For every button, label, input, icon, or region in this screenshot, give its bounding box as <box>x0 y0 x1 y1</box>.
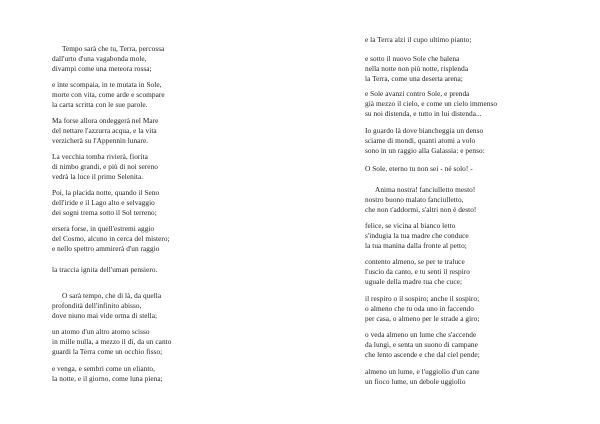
stanza <box>365 257 470 287</box>
verse-line: il respiro o il sospiro; anche il sospiro; <box>365 294 480 303</box>
verse-line: un atomo d'un altro atomo scisso <box>52 327 150 336</box>
verse-line: almeno un lume, e l'uggiolìo d'un cane <box>365 367 480 376</box>
verse-line: morte con vita, come arde e scompare <box>52 89 165 99</box>
verse-line: profondità dell'infinito abisso, <box>52 300 142 310</box>
verse-line: e la Terra alzi il cupo ultimo pianto; <box>365 35 472 44</box>
verse-line: ersera forse, in quell'estremi aggio <box>52 224 155 233</box>
stanza <box>365 89 497 119</box>
stanza <box>365 35 471 45</box>
verse-line: O Sole, eterno tu non sei - né solo! - <box>365 164 473 173</box>
verse-line: dell'iride e il Lago alto e selvaggio <box>52 197 155 207</box>
verse-line: sciame di mondi, quanti atomi a volo <box>365 135 476 145</box>
verse-line: in mille nulla, a mezzo il dì, da un canto <box>52 336 172 346</box>
verse-line: e sotto il nuovo Sole che balena <box>365 54 460 63</box>
verse-line: e inte scompaia, in te mutata in Sole, <box>52 80 162 89</box>
verse-line: di nimbo grandi, e più di noi sereno <box>52 161 158 171</box>
stanza <box>52 265 157 275</box>
stanza <box>52 327 171 357</box>
verse-line: un fioco lume, un debole uggiolìo <box>365 376 466 386</box>
verse-line: la tua manina dalla fronte al petto; <box>365 240 467 250</box>
stanza <box>365 330 480 360</box>
verse-line: l'uscio da canto, e tu senti il respiro <box>365 266 470 276</box>
verse-line: Io guardo là dove biancheggia un denso <box>365 126 484 135</box>
stanza <box>365 164 473 174</box>
verse-line: dove niuno mai vide orma di stella; <box>52 310 158 320</box>
verse-line: e venga, e sembri come un elianto, <box>52 364 156 373</box>
stanza <box>365 367 480 387</box>
stanza <box>365 126 485 156</box>
verse-line: su noi distenda, e tutto in lui distenda... <box>365 108 482 118</box>
stanza <box>52 116 158 146</box>
verse-line: contento almeno, se per te traluce <box>365 257 465 266</box>
verse-line: Ma forse allora ondeggerà nel Mare <box>52 116 159 125</box>
verse-line: divampi come una meteora rossa; <box>52 63 152 73</box>
stanza <box>52 188 159 218</box>
stanza <box>365 185 476 215</box>
verse-line: per casa, o almeno per le strade a giro; <box>365 313 480 323</box>
verse-line: Poi, la placida notte, quando il Seno <box>52 188 160 197</box>
stanza <box>365 221 469 251</box>
verse-line: sono in un raggio alla Galassia: e penso: <box>365 145 485 155</box>
verse-line: o almeno che tu oda uno in faccendo <box>365 303 474 313</box>
stanza <box>365 294 479 324</box>
verse-line: del Cosmo, alcuno in cerca del mistero; <box>52 233 170 243</box>
verse-line: che lento ascende e che dal ciel pende; <box>365 349 480 359</box>
verse-line: dall'urto d'una vagabonda mole, <box>52 53 147 63</box>
verse-line: e nello spettro ammirerà d'un raggio <box>52 243 160 253</box>
verse-line: guardi la Terra come un occhio fisso; <box>52 346 163 356</box>
verse-line: Anima nostra! fanciulletto mesto! <box>375 185 476 194</box>
verse-line: vedrà la luce il primo Selenita. <box>52 171 144 181</box>
stanza <box>52 224 170 254</box>
stanza <box>365 54 468 84</box>
stanza <box>52 80 165 110</box>
stanza <box>52 364 163 384</box>
verse-line: la carta scritta con le sue parole. <box>52 99 148 109</box>
verse-line: Tempo sarà che tu, Terra, percossa <box>62 44 165 53</box>
verse-line: già mezzo il cielo, e come un cielo immenso <box>365 98 498 108</box>
verse-line: uguale della madre tua che cuce; <box>365 276 463 286</box>
verse-line: La vecchia tomba rivierà, fiorita <box>52 152 148 161</box>
verse-line: da lungi, e senta un suono di campane <box>365 339 478 349</box>
stanza <box>52 152 158 182</box>
verse-line: la Terra, come una deserta arena; <box>365 73 463 83</box>
verse-line: e Sole avanzi contro Sole, e prenda <box>365 89 470 98</box>
verse-line: o veda almeno un lume che s'accende <box>365 330 477 339</box>
verse-line: nella notte non più notte, risplenda <box>365 63 469 73</box>
verse-line: O sarà tempo, che di là, da quella <box>62 291 162 300</box>
verse-line: che non t'addormi, s'altri non è desto! <box>365 204 477 214</box>
verse-line: la notte, e il giorno, come luna piena; <box>52 373 163 383</box>
verse-line: dei sogni trema sotto il Sol terreno; <box>52 207 157 217</box>
verse-line: s'indugia la tua madre che conduce <box>365 230 469 240</box>
verse-line: la traccia ignita dell'uman pensiero. <box>52 265 158 274</box>
verse-line: del nettare l'azzurra acqua, e la vita <box>52 125 157 135</box>
verse-line: felice, se vicina al bianco letto <box>365 221 456 230</box>
verse-line: nostro buono malato fanciulletto, <box>365 194 464 204</box>
stanza <box>52 291 161 321</box>
stanza <box>52 44 164 74</box>
verse-line: verzicherà su l'Appennin lunare. <box>52 135 149 145</box>
